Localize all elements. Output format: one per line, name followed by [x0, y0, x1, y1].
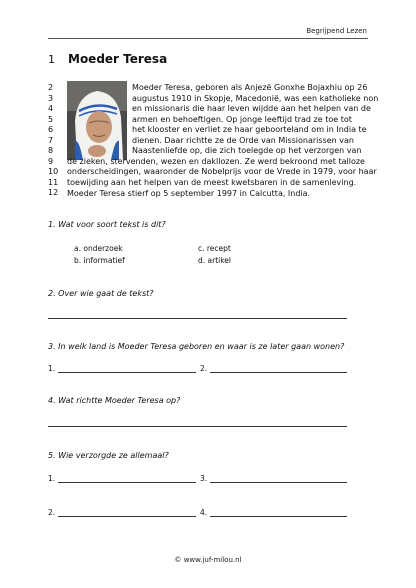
- blank-number: 3.: [200, 474, 208, 483]
- answer-line-q5-4[interactable]: [210, 516, 347, 517]
- question-5: 5. Wie verzorgde ze allemaal?: [48, 451, 169, 460]
- blank-number: 1.: [48, 364, 56, 373]
- footer-url[interactable]: © www.juf-milou.nl: [174, 556, 242, 564]
- option-c[interactable]: c. recept: [198, 244, 231, 253]
- header-rule: [48, 38, 368, 39]
- answer-line-q5-2[interactable]: [58, 516, 196, 517]
- text-line: toewijding aan het helpen van de meest kwetsbaren in de samenleving.: [67, 177, 357, 187]
- line-number: 6: [48, 125, 54, 135]
- title-number: 1: [48, 53, 55, 66]
- text-line: onderscheidingen, waaronder de Nobelprijs voor de Vrede in 1979, voor haar: [67, 167, 377, 177]
- page-title: Moeder Teresa: [68, 52, 168, 66]
- blank-number: 4.: [200, 508, 208, 517]
- line-number: 11: [48, 177, 59, 187]
- text-line: en missionaris die haar leven wijdde aan het helpen van de: [132, 104, 371, 114]
- line-number: 2: [48, 83, 54, 92]
- answer-line-q3-1[interactable]: [58, 372, 196, 373]
- line-number: 7: [48, 135, 54, 145]
- answer-line-q5-1[interactable]: [58, 482, 196, 483]
- text-line: het klooster en verliet ze haar geboorteland om in India te: [132, 125, 367, 135]
- question-4: 4. Wat richtte Moeder Teresa op?: [48, 396, 181, 405]
- text-line: Moeder Teresa, geboren als Anjezë Gonxhe Bojaxhiu op 26: [132, 83, 368, 92]
- question-1: 1. Wat voor soort tekst is dit?: [48, 220, 166, 229]
- question-2: 2. Over wie gaat de tekst?: [48, 289, 154, 298]
- blank-number: 2.: [200, 364, 208, 373]
- line-number: 8: [48, 146, 54, 156]
- text-line: armen en behoeftigen. Op jonge leeftijd trad ze toe tot: [132, 114, 352, 124]
- line-number: 4: [48, 104, 54, 114]
- text-line: de zieken, stervenden, wezen en dakllozen. Ze werd bekroond met talloze: [67, 156, 365, 166]
- text-line: Naastenliefde op, die zich toelegde op het verzorgen van: [132, 146, 362, 156]
- answer-line-q2[interactable]: [48, 318, 347, 319]
- option-d[interactable]: d. artikel: [198, 256, 232, 265]
- option-b[interactable]: b. informatief: [74, 256, 125, 265]
- line-numbers: [48, 83, 58, 199]
- option-a[interactable]: a. onderzoek: [74, 244, 123, 253]
- text-line: dienen. Daar richtte ze de Orde van Missionarissen van: [132, 135, 354, 145]
- line-number: 9: [48, 156, 54, 166]
- question-3: 3. In welk land is Moeder Teresa geboren en waar is ze later gaan wonen?: [48, 342, 345, 351]
- blank-number: 1.: [48, 474, 56, 483]
- text-line: Moeder Teresa stierf op 5 september 1997 in Calcutta, India.: [67, 188, 311, 198]
- line-number: 5: [48, 114, 54, 124]
- text-line: augustus 1910 in Skopje, Macedonië, was een katholieke non: [132, 93, 379, 103]
- blank-number: 2.: [48, 508, 56, 517]
- portrait-photo: [67, 81, 127, 160]
- line-number: 10: [48, 167, 59, 177]
- line-number: 3: [48, 93, 54, 103]
- answer-line-q3-2[interactable]: [210, 372, 347, 373]
- answer-line-q4[interactable]: [48, 426, 347, 427]
- page-header: Begrijpend Lezen: [306, 27, 367, 35]
- answer-line-q5-3[interactable]: [210, 482, 347, 483]
- line-number: 12: [48, 188, 59, 198]
